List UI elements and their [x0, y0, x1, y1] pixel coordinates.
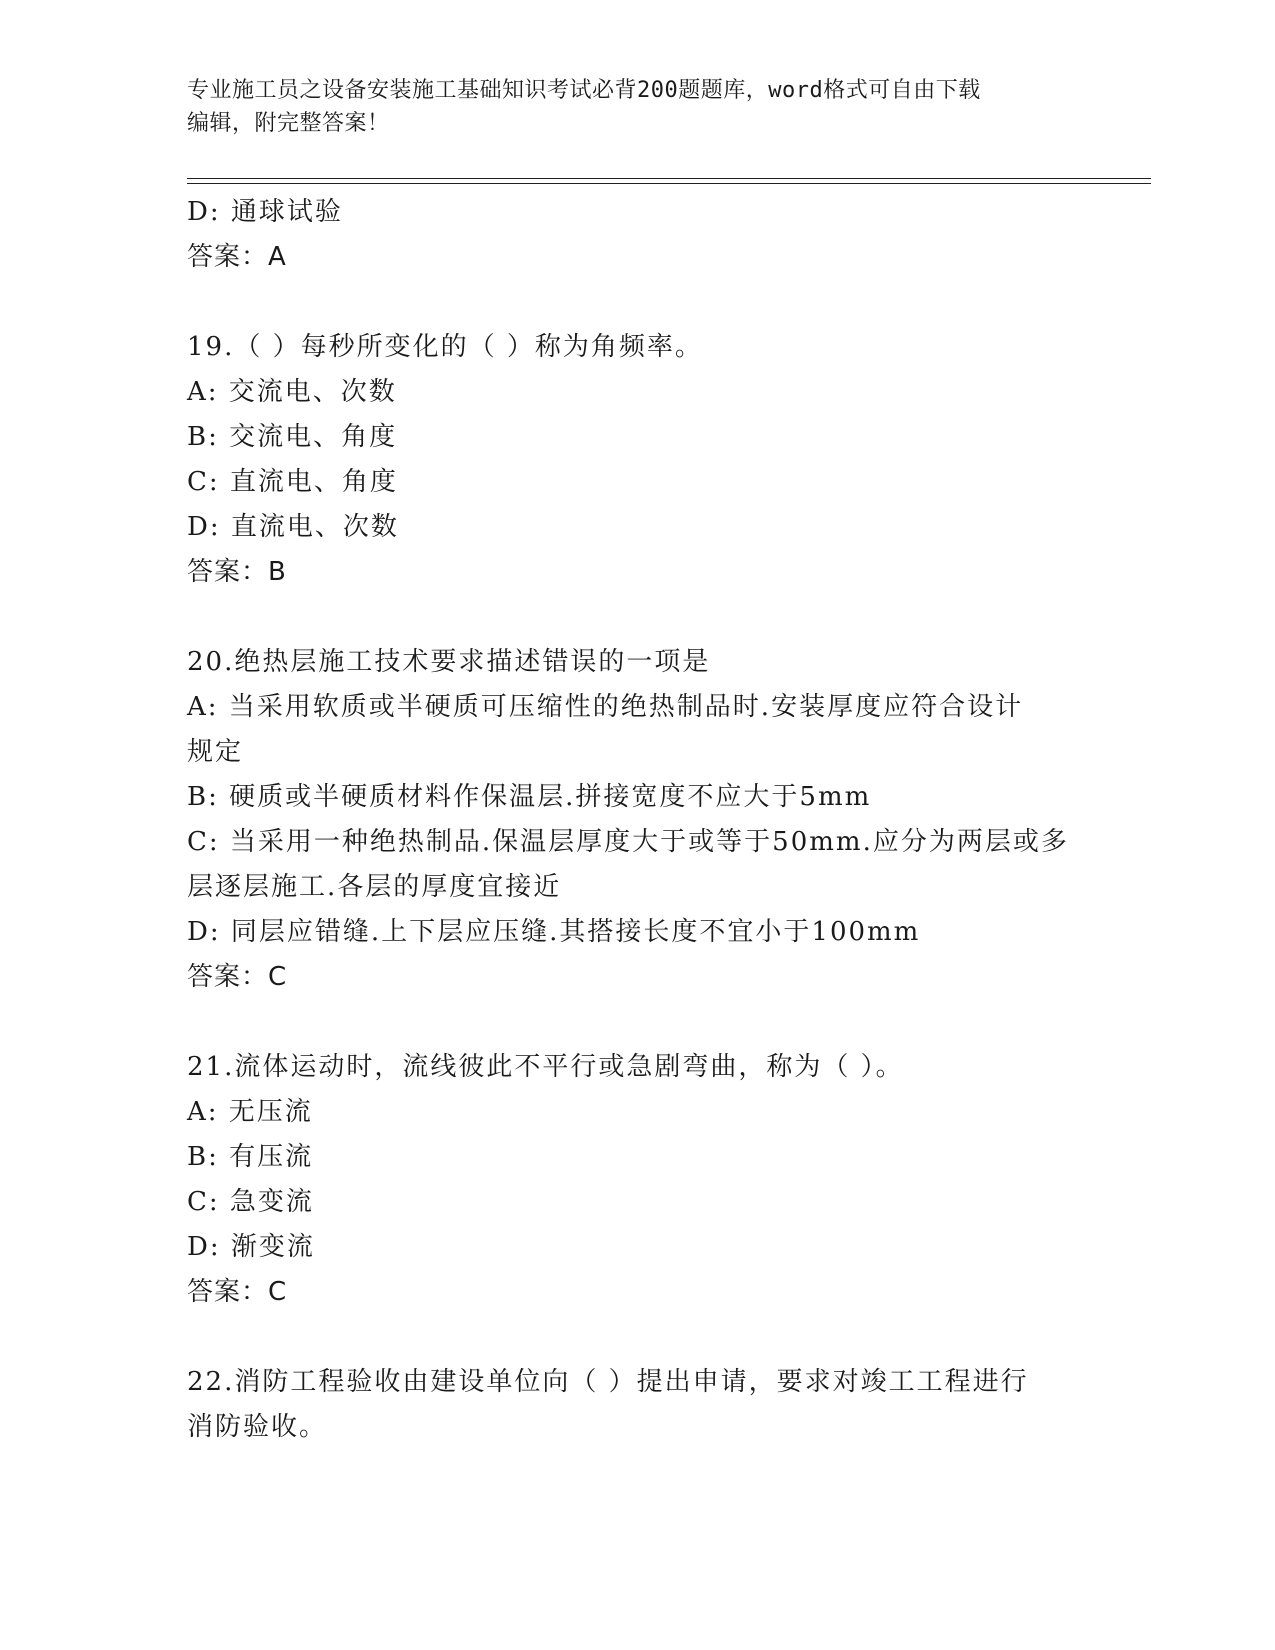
option-b: B: 有压流 — [187, 1142, 314, 1172]
option-b: B: 硬质或半硬质材料作保温层.拼接宽度不应大于5mm — [187, 782, 872, 812]
option-c: C: 当采用一种绝热制品.保温层厚度大于或等于50mm.应分为两层或多 — [187, 827, 1069, 857]
question-stem: 20.绝热层施工技术要求描述错误的一项是 — [187, 647, 711, 677]
option-d: D: 同层应错缝.上下层应压缝.其搭接长度不宜小于100mm — [187, 917, 921, 947]
question-20 — [187, 640, 1087, 1000]
question-content — [187, 190, 1087, 1450]
option-c: C: 直流电、角度 — [187, 467, 398, 497]
answer: 答案：C — [187, 1277, 288, 1307]
option-b: B: 交流电、角度 — [187, 422, 398, 452]
spacer — [187, 280, 1087, 325]
option-c: C: 急变流 — [187, 1187, 314, 1217]
prev-option-d: D: 通球试验 — [187, 197, 343, 227]
spacer — [187, 595, 1087, 640]
option-a: A: 当采用软质或半硬质可压缩性的绝热制品时.安装厚度应符合设计 — [187, 692, 1024, 722]
question-19 — [187, 325, 1087, 595]
question-stem: 19.（ ）每秒所变化的（ ）称为角频率。 — [187, 332, 703, 362]
question-stem-continued: 消防验收。 — [187, 1412, 328, 1442]
option-d: D: 直流电、次数 — [187, 512, 399, 542]
option-a: A: 交流电、次数 — [187, 377, 397, 407]
answer: 答案：C — [187, 962, 288, 992]
document-header — [187, 74, 1067, 140]
header-title-line-2: 编辑，附完整答案！ — [187, 111, 390, 136]
header-title-line-1: 专业施工员之设备安装施工基础知识考试必背200题题库，word格式可自由下载 — [187, 78, 981, 103]
option-a: A: 无压流 — [187, 1097, 313, 1127]
question-21 — [187, 1045, 1087, 1315]
question-stem: 22.消防工程验收由建设单位向（ ）提出申请，要求对竣工工程进行 — [187, 1367, 1029, 1397]
prev-answer: 答案：A — [187, 242, 287, 272]
question-stem: 21.流体运动时，流线彼此不平行或急剧弯曲，称为（ ）。 — [187, 1052, 904, 1082]
question-22 — [187, 1360, 1087, 1450]
option-d: D: 渐变流 — [187, 1232, 315, 1262]
option-c-continued: 层逐层施工.各层的厚度宜接近 — [187, 872, 562, 902]
option-a-continued: 规定 — [187, 737, 244, 767]
spacer — [187, 1315, 1087, 1360]
answer: 答案：B — [187, 557, 287, 587]
spacer — [187, 1000, 1087, 1045]
header-divider — [187, 178, 1151, 184]
